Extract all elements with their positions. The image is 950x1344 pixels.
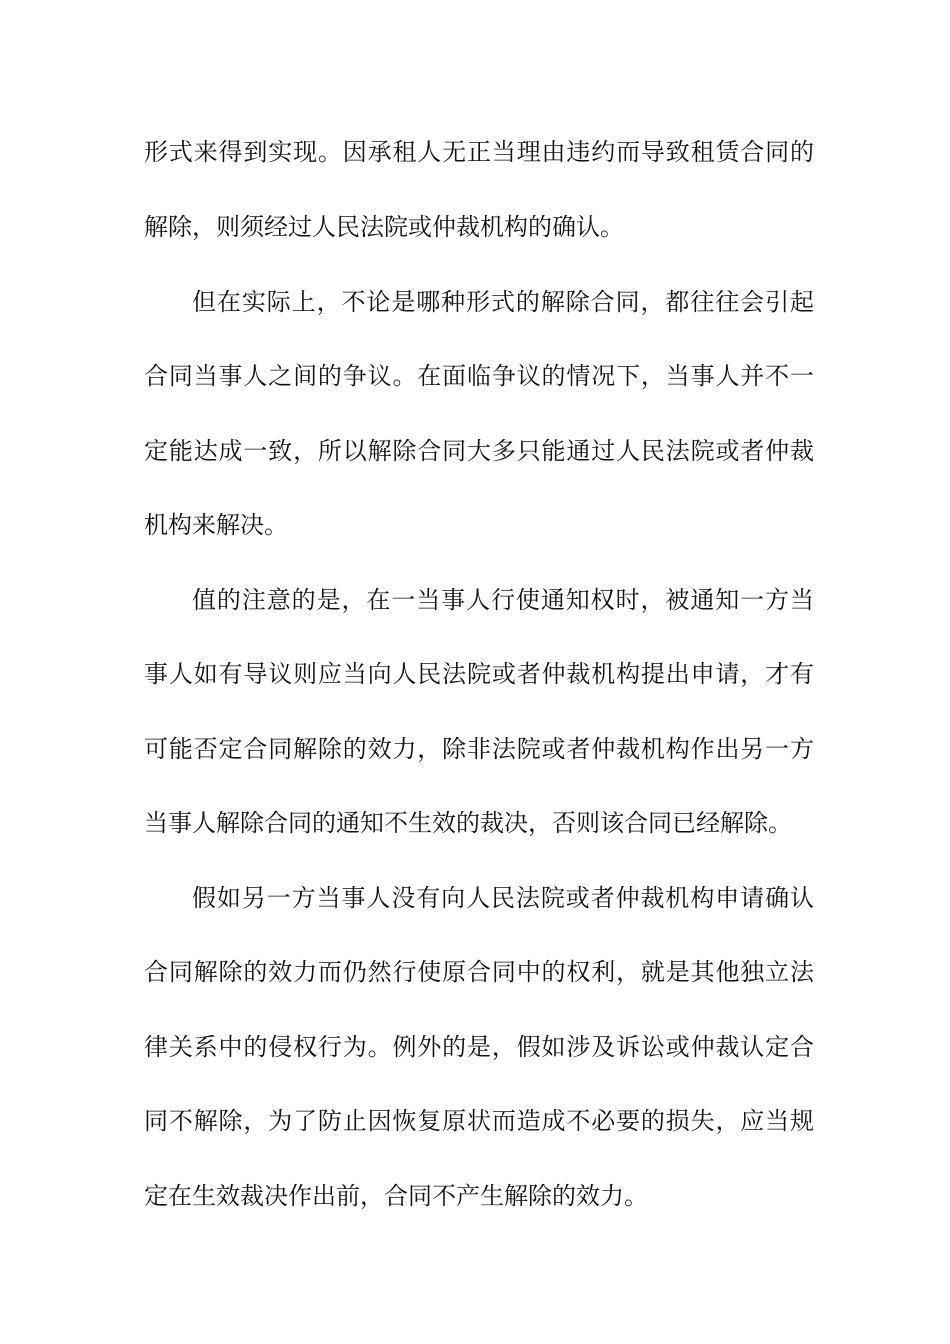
paragraph-line: 当事人解除合同的通知不生效的裁决，否则该合同已经解除。 bbox=[144, 809, 792, 837]
paragraph-line: 定在生效裁决作出前，合同不产生解除的效力。 bbox=[144, 1182, 648, 1210]
paragraph-line: 机构来解决。 bbox=[144, 511, 288, 539]
paragraph-line: 解除，则须经过人民法院或仲裁机构的确认。 bbox=[144, 213, 624, 241]
paragraph-line: 事人如有导议则应当向人民法院或者仲裁机构提出申请，才有 bbox=[144, 660, 814, 688]
paragraph-line: 但在实际上，不论是哪种形式的解除合同，都往往会引起 bbox=[192, 288, 814, 316]
paragraph-line: 合同当事人之间的争议。在面临争议的情况下，当事人并不一 bbox=[144, 362, 814, 390]
paragraph-line: 可能否定合同解除的效力，除非法院或者仲裁机构作出另一方 bbox=[144, 735, 814, 763]
paragraph-line: 定能达成一致，所以解除合同大多只能通过人民法院或者仲裁 bbox=[144, 437, 814, 465]
paragraph-line: 形式来得到实现。因承租人无正当理由违约而导致租赁合同的 bbox=[144, 138, 814, 166]
paragraph-line: 律关系中的侵权行为。例外的是，假如涉及诉讼或仲裁认定合 bbox=[144, 1033, 814, 1061]
paragraph-line: 假如另一方当事人没有向人民法院或者仲裁机构申请确认 bbox=[192, 884, 814, 912]
paragraph-line: 同不解除，为了防止因恢复原状而造成不必要的损失，应当规 bbox=[144, 1107, 814, 1135]
paragraph-line: 合同解除的效力而仍然行使原合同中的权利，就是其他独立法 bbox=[144, 958, 814, 986]
paragraph-line: 值的注意的是，在一当事人行使通知权时，被通知一方当 bbox=[192, 586, 814, 614]
